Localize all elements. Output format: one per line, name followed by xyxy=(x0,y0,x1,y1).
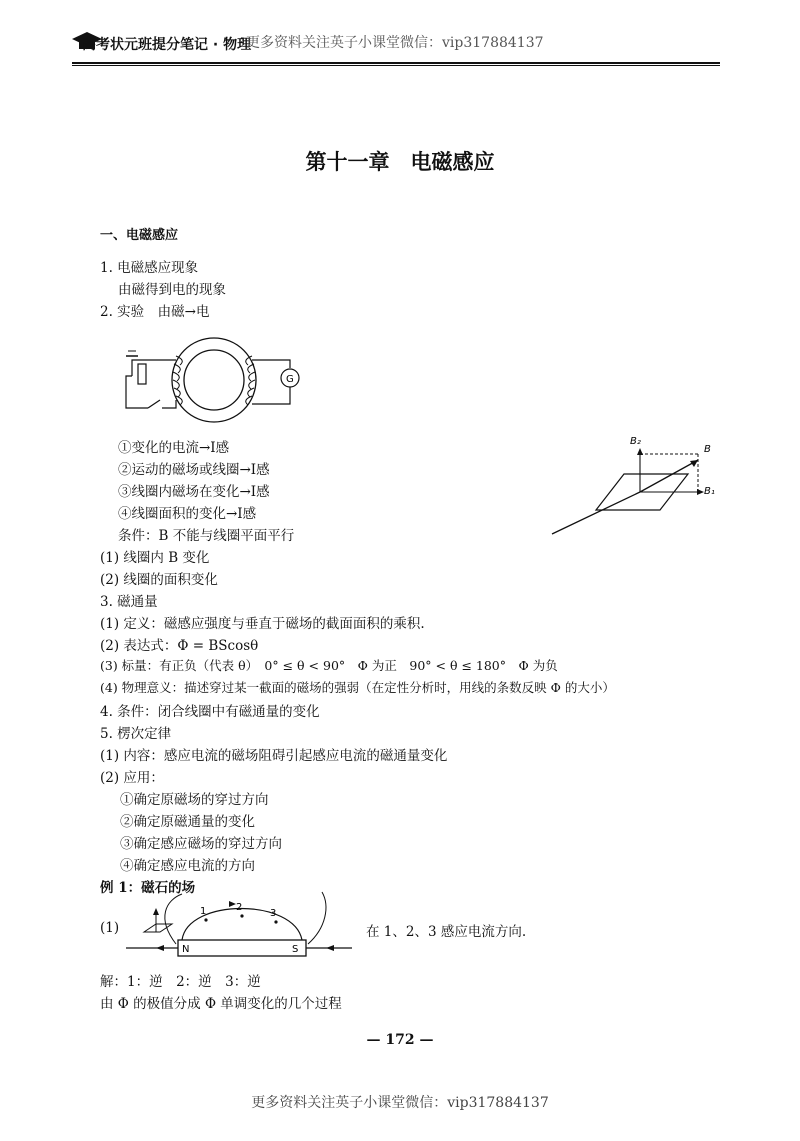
text-line: (2) 应用： xyxy=(100,770,164,786)
text-line: ①变化的电流→I感 xyxy=(118,440,230,456)
text-line: 5. 楞次定律 xyxy=(100,726,172,742)
text-line: 3. 磁通量 xyxy=(100,594,158,610)
text-line: (3) 标量：有正负（代表 θ） 0° ≤ θ < 90° Φ 为正 90° < θ ≤ 180° Φ 为负 xyxy=(100,658,558,673)
text-line: ②运动的磁场或线圈→I感 xyxy=(118,462,270,478)
header-rule xyxy=(72,62,720,64)
section-heading: 一、电磁感应 xyxy=(100,228,179,243)
text-line: (4) 物理意义：描述穿过某一截面的磁场的强弱（在定性分析时，用线的条数反映 Φ 的大小） xyxy=(100,680,615,695)
text-line: ③确定感应磁场的穿过方向 xyxy=(120,836,282,852)
text-line: 2. 实验 由磁→电 xyxy=(100,304,210,320)
text-line: ④线圈面积的变化→I感 xyxy=(118,506,257,522)
text-line: (1) 内容：感应电流的磁场阻碍引起感应电流的磁通量变化 xyxy=(100,748,448,764)
header-rule-thin xyxy=(72,65,720,66)
b2-label: B₂ xyxy=(630,436,641,447)
question-text: 在 1、2、3 感应电流方向. xyxy=(366,924,527,940)
text-line: 由磁得到电的现象 xyxy=(118,282,226,298)
page-number: — 172 — xyxy=(366,1032,434,1048)
text-line: (2) 线圈的面积变化 xyxy=(100,572,218,588)
solution-line: 解：1：逆 2：逆 3：逆 xyxy=(100,974,261,990)
text-line: ④确定感应电流的方向 xyxy=(120,858,255,874)
book-title: 高考状元班提分笔记 · 物理 xyxy=(82,37,252,53)
text-line: 1. 电磁感应现象 xyxy=(100,260,199,276)
b-label: B xyxy=(704,444,711,455)
north-label: N xyxy=(182,944,190,955)
point-2-label: 2 xyxy=(236,902,243,913)
text-line: ①确定原磁场的穿过方向 xyxy=(120,792,269,808)
field-decomposition-figure xyxy=(548,430,728,540)
galvanometer-label: G xyxy=(286,374,294,385)
text-line: (1) 线圈内 B 变化 xyxy=(100,550,210,566)
b1-label: B₁ xyxy=(704,486,715,497)
text-line: 由 Φ 的极值分成 Φ 单调变化的几个过程 xyxy=(100,996,342,1012)
text-line: 条件：B 不能与线圈平面平行 xyxy=(118,528,295,544)
header-watermark: 更多资料关注英子小课堂微信：vip317884137 xyxy=(246,35,544,51)
text-line: (1) 定义：磁感应强度与垂直于磁场的截面面积的乘积. xyxy=(100,616,425,632)
text-line: 4. 条件：闭合线圈中有磁通量的变化 xyxy=(100,704,320,720)
example-heading: 例 1：磁石的场 xyxy=(100,880,196,896)
text-line: ②确定原磁通量的变化 xyxy=(120,814,255,830)
question-label: (1) xyxy=(100,920,120,936)
chapter-title: 第十一章 电磁感应 xyxy=(305,150,495,174)
point-3-label: 3 xyxy=(270,908,277,919)
footer-watermark: 更多资料关注英子小课堂微信：vip317884137 xyxy=(251,1095,549,1111)
text-line: (2) 表达式：Φ = BScosθ xyxy=(100,638,259,654)
text-line: ③线圈内磁场在变化→I感 xyxy=(118,484,270,500)
point-1-label: 1 xyxy=(200,906,207,917)
bar-magnet-figure xyxy=(126,888,356,966)
south-label: S xyxy=(292,944,299,955)
toroid-coil-figure xyxy=(118,326,308,436)
